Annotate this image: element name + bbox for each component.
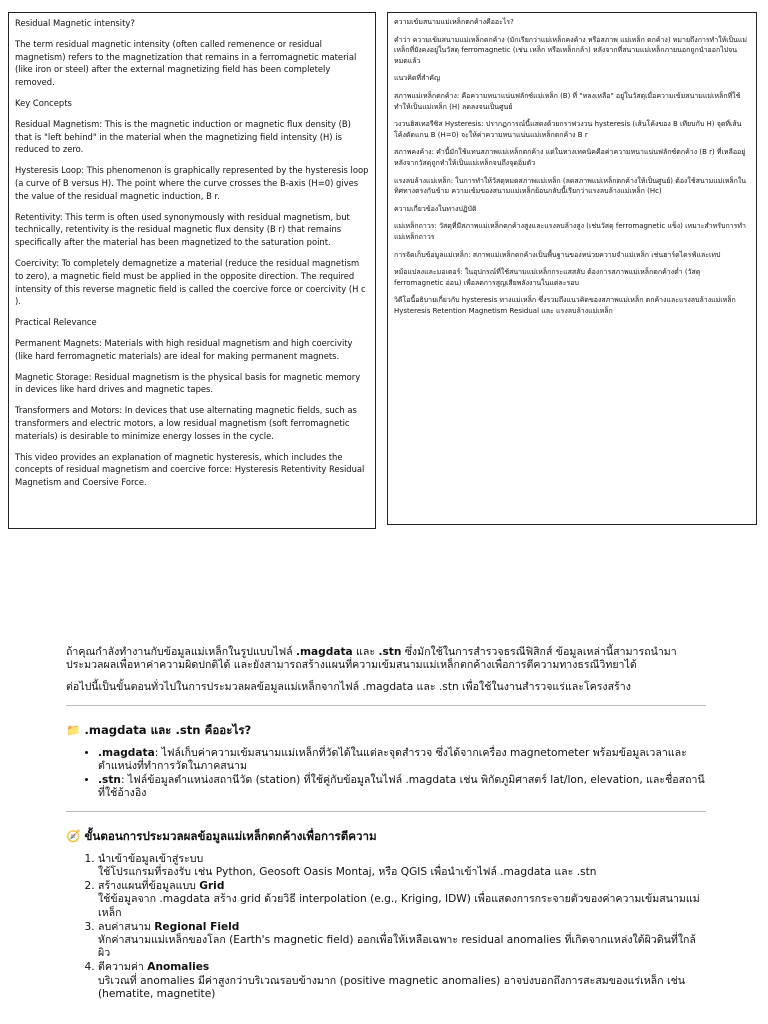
doc-paragraph: The term residual magnetic intensity (often called remenence or residual magnetism) refers to the magnetization that remains in a ferromagnetic material (like iron or steel) after the external magnetizing field has been completely removed. bbox=[15, 38, 357, 88]
list-item: 4. ตีความค่า Anomalies บริเวณที่ anomalies มีค่าสูงกว่าบริเวณรอบข้างมาก (positive magnetic anomalies) อาจบ่งบอกถึงการสะสมของแร่เหล็ก เช่น (hematite, magnetite) bbox=[98, 961, 706, 1001]
doc-heading: Practical Relevance bbox=[15, 317, 97, 328]
doc-paragraph: สภาพแม่เหล็กตกค้าง: คือความหนาแน่นฟลักซ์แม่เหล็ก (B) ที่ "หลงเหลือ" อยู่ในวัสดุเมื่อความเข้มสนามแม่เหล็กที่ใช้ทำให้เป็นแม่เหล็ก (H) ลดลงจนเป็นศูนย์ bbox=[394, 91, 741, 111]
doc-paragraph: Transformers and Motors: In devices that use alternating magnetic fields, such as transformers and electric motors, a low residual magnetism (soft ferromagnetic materials) is desirable to minimize energy losses in the cycle. bbox=[15, 405, 357, 441]
chat-response bbox=[66, 646, 706, 1002]
intro-paragraph-2: ต่อไปนี้เป็นขั้นตอนทั่วไปในการประมวลผลข้อมูลแม่เหล็กจากไฟล์ .magdata และ .stn เพื่อใช้ในงานสำรวจแร่และโครงสร้าง bbox=[66, 681, 631, 694]
english-document-panel bbox=[8, 12, 376, 529]
doc-paragraph: วงวนฮิสเทอรีซิส Hysteresis: ปรากฏการณ์นี้แสดงด้วยกราฟวงวน hysteresis (เส้นโค้งของ B เทียบกับ H) จุดที่เส้นโค้งตัดแกน B (H=0) จะให้ค่าความหนาแน่นแม่เหล็กตกค้าง B r bbox=[394, 120, 742, 139]
doc-paragraph: สภาพคงค้าง: คำนี้มักใช้แทนสภาพแม่เหล็กตกค้าง แต่ในทางเทคนิคคือค่าความหนาแน่นฟลักซ์ตกค้าง (B r) ที่เหลืออยู่หลังจากวัสดุถูกทำให้เป็นแม่เหล็กจนถึงจุดอิ่มตัว bbox=[394, 148, 746, 167]
section-heading: 📁 .magdata และ .stn คืออะไร? bbox=[66, 722, 252, 737]
doc-paragraph: Magnetic Storage: Residual magnetism is the physical basis for magnetic memory in devices like hard drives and magnetic tapes. bbox=[15, 371, 361, 395]
divider bbox=[66, 811, 706, 812]
list-item: • .magdata: ไฟล์เก็บค่าความเข้มสนามแม่เหล็กที่วัดได้ในแต่ละจุดสำรวจ ซึ่งได้จากเครื่อง magnetometer พร้อมข้อมูลเวลาและตำแหน่งที่ทำการวัดในภาคสนาม bbox=[98, 747, 706, 773]
steps-list bbox=[66, 853, 706, 1001]
section-heading: 🧭 ขั้นตอนการประมวลผลข้อมูลแม่เหล็กตกค้างเพื่อการตีความ bbox=[66, 828, 377, 843]
doc-paragraph: คำว่า ความเข้มสนามแม่เหล็กตกค้าง (มักเรียกว่าแม่เหล็กคงค้าง หรือสภาพ แม่เหล็ก ตกค้าง) หมายถึงการทำให้เป็นแม่เหล็กที่ยังคงอยู่ในวัสดุ ferromagnetic (เช่น เหล็ก หรือเหล็กกล้า) หลังจากที่สนามแม่เหล็กภายนอกถูกนำออกไปจนหมดแล้ว bbox=[394, 35, 747, 65]
doc-paragraph: Permanent Magnets: Materials with high residual magnetism and high coercivity (like hard ferromagnetic materials) are ideal for making permanent magnets. bbox=[15, 337, 353, 361]
doc-heading: ความเกี่ยวข้องในทางปฏิบัติ bbox=[394, 204, 477, 213]
doc-heading: แนวคิดที่สำคัญ bbox=[394, 74, 440, 83]
doc-paragraph: หม้อแปลงและมอเตอร์: ในอุปกรณ์ที่ใช้สนามแม่เหล็กกระแสสลับ ต้องการสภาพแม่เหล็กตกค้างต่ำ (วัสดุ ferromagnetic อ่อน) เพื่อลดการสูญเสียพลังงานในแต่ละรอบ bbox=[394, 268, 701, 287]
list-item: • .stn: ไฟล์ข้อมูลตำแหน่งสถานีวัด (station) ที่ใช้คู่กับข้อมูลในไฟล์ .magdata เช่น พิกัดภูมิศาสตร์ lat/lon, elevation, และชื่อสถานีที่ใช้อ้างอิง bbox=[98, 774, 706, 800]
list-item: 1. นำเข้าข้อมูลเข้าสู่ระบบ ใช้โปรแกรมที่รองรับ เช่น Python, Geosoft Oasis Montaj, หรือ QGIS เพื่อนำเข้าไฟล์ .magdata และ .stn bbox=[98, 853, 706, 879]
doc-paragraph: แม่เหล็กถาวร: วัสดุที่มีสภาพแม่เหล็กตกค้างสูงและแรงลบล้างสูง (เช่นวัสดุ ferromagnetic แข็ง) เหมาะสำหรับการทำแม่เหล็กถาวร bbox=[394, 222, 746, 241]
divider bbox=[66, 705, 706, 706]
doc-heading: Key Concepts bbox=[15, 97, 72, 108]
thai-document-panel bbox=[387, 12, 757, 525]
doc-paragraph: แรงลบล้างแม่เหล็ก: ในการทำให้วัสดุหมดสภาพแม่เหล็ก (ลดสภาพแม่เหล็กตกค้างให้เป็นศูนย์) ต้องใช้สนามแม่เหล็กในทิศทางตรงกันข้าม ความเข้มของสนามแม่เหล็กย้อนกลับนี้เรียกว่าแรงลบล้างแม่เหล็ก (Hc) bbox=[394, 176, 747, 196]
doc-paragraph: This video provides an explanation of magnetic hysteresis, which includes the concepts of residual magnetism and coercive force: Hysteresis Retentivity Residual Magnetism and Coersive Force. bbox=[15, 451, 365, 488]
doc-paragraph: การจัดเก็บข้อมูลแม่เหล็ก: สภาพแม่เหล็กตกค้างเป็นพื้นฐานของหน่วยความจำแม่เหล็ก เช่นฮาร์ดไดรฟ์และเทป bbox=[394, 250, 721, 259]
intro-paragraph: ถ้าคุณกำลังทำงานกับข้อมูลแม่เหล็กในรูปแบบไฟล์ .magdata และ .stn ซึ่งมักใช้ในการสำรวจธรณีฟิสิกส์ ข้อมูลเหล่านี้สามารถนำมาประมวลผลเพื่อหาค่าความผิดปกติได้ และยังสามารถสร้างแผนที่ความเข้มสนามแม่เหล็กตกค้างเพื่อการตีความทางธรณีวิทยาได้ bbox=[66, 646, 677, 672]
doc-title: Residual Magnetic intensity? bbox=[15, 18, 135, 28]
file-ext-magdata: .magdata bbox=[295, 646, 353, 658]
list-item: 2. สร้างแผนที่ข้อมูลแบบ Grid ใช้ข้อมูลจาก .magdata สร้าง grid ด้วยวิธี interpolation (e.g., Kriging, IDW) เพื่อแสดงการกระจายตัวของค่าความเข้มสนามแม่เหล็ก bbox=[98, 880, 706, 920]
list-item: 3. ลบค่าสนาม Regional Field หักค่าสนามแม่เหล็กของโลก (Earth's magnetic field) ออกเพื่อให้เหลือเฉพาะ residual anomalies ที่เกิดจากแหล่งใต้ผิวดินที่ใกล้ผิว bbox=[98, 921, 706, 961]
file-ext-stn: .stn bbox=[378, 646, 402, 658]
doc-paragraph: วิดีโอนี้อธิบายเกี่ยวกับ hysteresis ทางแม่เหล็ก ซึ่งรวมถึงแนวคิดของสภาพแม่เหล็ก ตกค้างและแรงลบล้างแม่เหล็ก Hysteresis Retention Magnetism Residual และ แรงลบล้างแม่เหล็ก bbox=[394, 296, 736, 315]
doc-paragraph: Coercivity: To completely demagnetize a material (reduce the residual magnetism to zero), a magnetic field must be applied in the opposite direction. The required intensity of this reverse magnetic field is called the coercive force or coercivity (H c ). bbox=[15, 257, 366, 307]
doc-paragraph: Retentivity: This term is often used synonymously with residual magnetism, but technically, retentivity is the residual magnetic flux density (B r) that remains specifically after the material has been magnetized to the saturation point. bbox=[15, 211, 350, 248]
doc-paragraph: Residual Magnetism: This is the magnetic induction or magnetic flux density (B) that is "left behind" in the material when the magnetizing field intensity (H) is reduced to zero. bbox=[15, 118, 351, 155]
doc-paragraph: Hysteresis Loop: This phenomenon is graphically represented by the hysteresis loop (a curve of B versus H). The point where the curve crosses the B-axis (H=0) gives the value of the residual magnetic induction, B r. bbox=[15, 165, 369, 201]
bullet-list bbox=[66, 747, 706, 801]
doc-title: ความเข้มสนามแม่เหล็กตกค้างคืออะไร? bbox=[394, 18, 514, 26]
